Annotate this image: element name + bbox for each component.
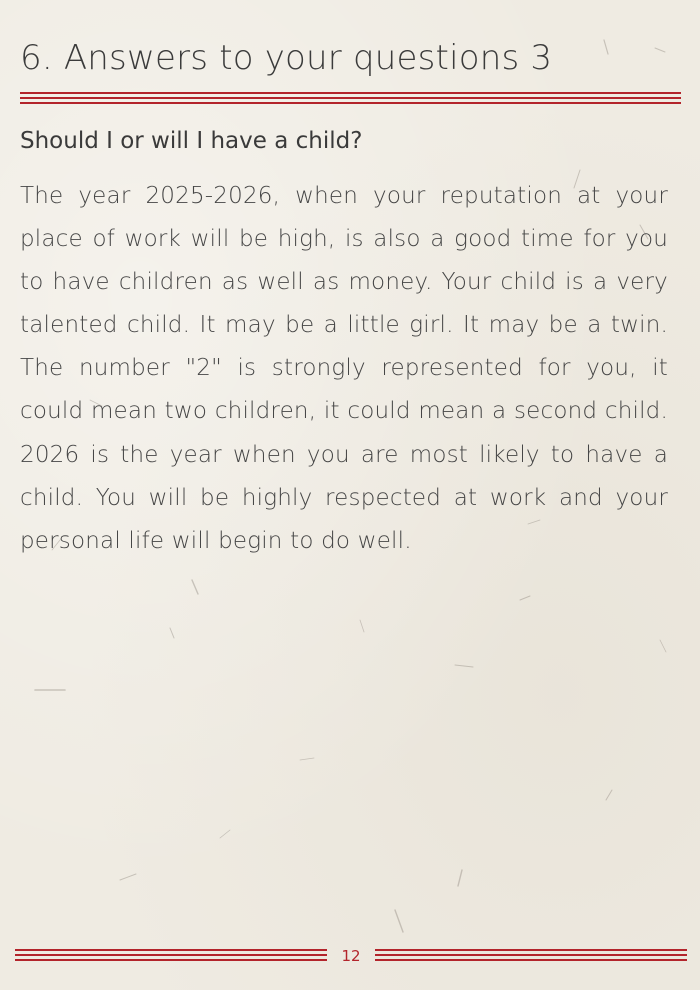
question-heading: Should I or will I have a child?: [20, 128, 363, 154]
title-rule: [20, 92, 681, 104]
answer-paragraph: The year 2025-2026, when your reputation at your place of work will be high, is also a good time for you to have children as well as money. Your child is a very talented child. It may be a little girl. It may be a twin. The number "2" is strongly represented for you, it could mean two children, it could mean a second child. 2026 is the year when you are most likely to have a child. You will be highly respected at work and your personal life will begin to do well.: [20, 183, 668, 554]
page-number: 12: [341, 947, 361, 965]
footer-rule-left: [15, 949, 327, 961]
footer-rule-right: [375, 949, 687, 961]
page-footer: [15, 946, 687, 966]
page-title: 6. Answers to your questions 3: [20, 38, 553, 78]
